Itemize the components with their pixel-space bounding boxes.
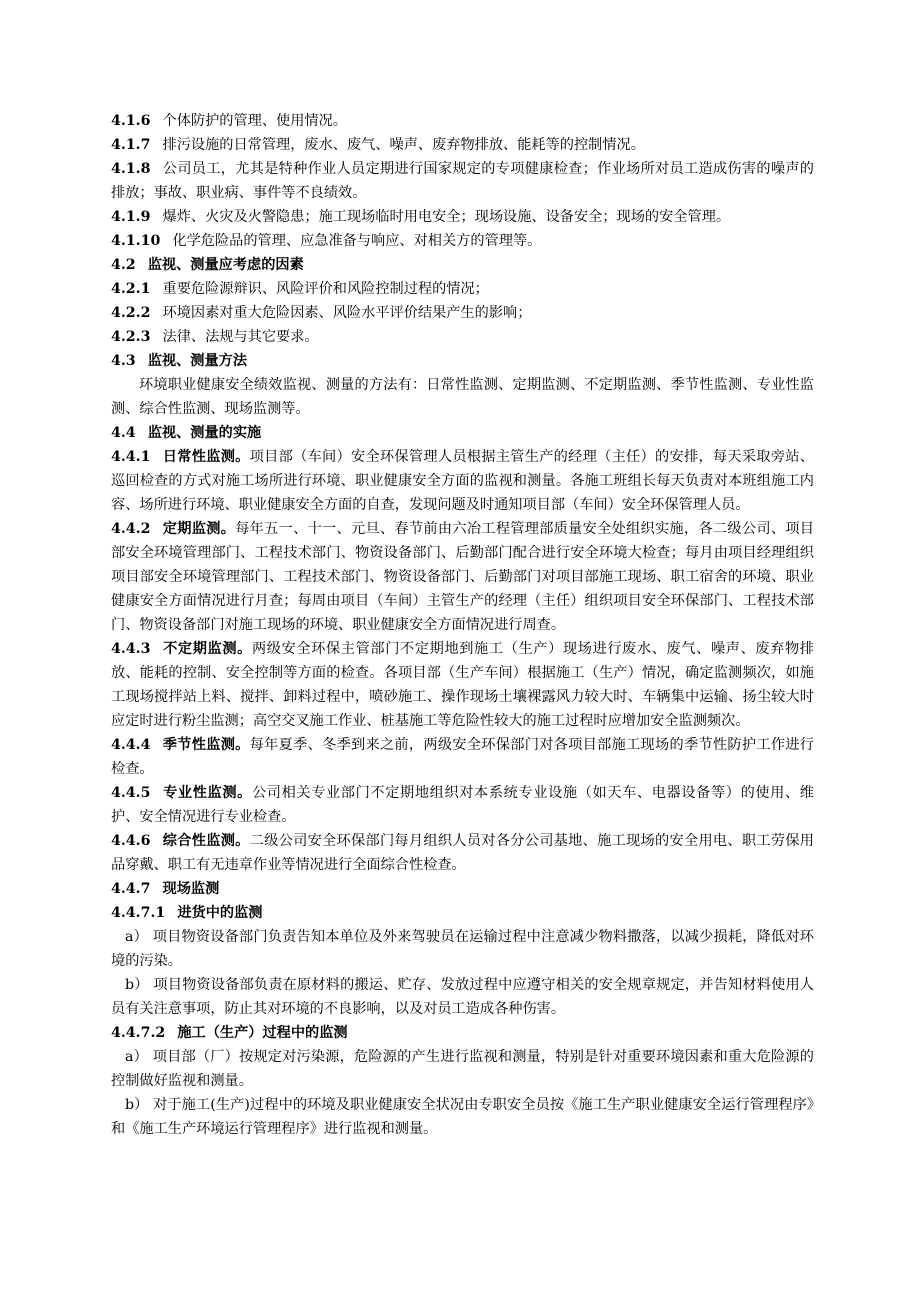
paragraph-methods: 环境职业健康安全绩效监视、测量的方法有：日常性监测、定期监测、不定期监测、季节性监测、专业性监测、综合性监测、现场监测等。 (111, 377, 814, 417)
clause-number: 4.1.7 (111, 137, 151, 153)
section-heading-4-4-7 (111, 877, 814, 901)
clause-4-4-2 (111, 517, 814, 637)
clause-number: 4.4.4 (111, 737, 151, 753)
clause-number: 4.1.10 (111, 233, 161, 249)
clause-number: 4.4.6 (111, 833, 151, 849)
list-item-a-receiving (111, 925, 814, 973)
clause-text: 环境因素对重大危险因素、风险水平评价结果产生的影响； (162, 305, 532, 321)
section-title: 监视、测量方法 (147, 353, 248, 369)
clause-text: 每年夏季、冬季到来之前，两级安全环保部门对各项目部施工现场的季节性防护工作进行检查。 (111, 737, 814, 777)
clause-text: 项目部（车间）安全环保管理人员根据主管生产的经理（主任）的安排，每天采取旁站、巡回检查的方式对施工场所进行环境、职业健康安全方面的监视和测量。各施工班组长每天负责对本班组施工内容、场所进行环境、职业健康安全方面的自查，发现问题及时通知项目部（车间）安全环保管理人员。 (111, 449, 814, 513)
clause-text: 重要危险源辩识、风险评价和风险控制过程的情况； (162, 281, 489, 297)
clause-lead: 日常性监测。 (162, 449, 250, 465)
clause-4-4-6 (111, 829, 814, 877)
clause-lead: 不定期监测。 (162, 641, 252, 657)
clause-text: 个体防护的管理、使用情况。 (162, 113, 347, 129)
clause-number: 4.2.3 (111, 329, 151, 345)
clause-text: 爆炸、火灾及火警隐患；施工现场临时用电安全；现场设施、设备安全；现场的安全管理。 (162, 209, 731, 225)
clause-4-4-5 (111, 781, 814, 829)
clause-4-2-3 (111, 325, 814, 349)
section-heading-4-3 (111, 349, 814, 373)
clause-4-1-6 (111, 109, 814, 133)
clause-4-4-4 (111, 733, 814, 781)
item-text: 对于施工(生产)过程中的环境及职业健康安全状况由专职安全员按《施工生产职业健康安全运行管理程序》和《施工生产环境运行管理程序》进行监视和测量。 (111, 1097, 814, 1137)
clause-text: 公司相关专业部门不定期地组织对本系统专业设施（如天车、电器设备等）的使用、维护、安全情况进行专业检查。 (111, 785, 814, 825)
clause-number: 4.2.2 (111, 305, 151, 321)
clause-text: 法律、法规与其它要求。 (162, 329, 319, 345)
clause-4-4-1 (111, 445, 814, 517)
section-number: 4.4 (111, 425, 136, 441)
section-number: 4.4.7 (111, 881, 151, 897)
item-marker: b） (125, 977, 149, 993)
section-title: 施工（生产）过程中的监测 (177, 1025, 348, 1041)
section-title: 进货中的监测 (177, 905, 263, 921)
item-marker: a） (125, 929, 149, 945)
clause-text: 每年五一、十一、元旦、春节前由六冶工程管理部质量安全处组织实施，各二级公司、项目部安全环境管理部门、工程技术部门、物资设备部门、后勤部门配合进行安全环境大检查；每月由项目经理组织项目部安全环境管理部门、工程技术部门、物资设备部门、后勤部门对项目部施工现场、职工宿舍的环境、职业健康安全方面情况进行月查；每周由项目（车间）主管生产的经理（主任）组织项目安全环保部门、工程技术部门、物资设备部门对施工现场的环境、职业健康安全方面情况进行周查。 (111, 521, 814, 633)
item-marker: a） (125, 1049, 149, 1065)
section-number: 4.3 (111, 353, 136, 369)
clause-number: 4.1.6 (111, 113, 151, 129)
section-title: 监视、测量的实施 (147, 425, 262, 441)
clause-4-1-10 (111, 229, 814, 253)
clause-4-4-3 (111, 637, 814, 733)
section-title: 监视、测量应考虑的因素 (147, 257, 304, 273)
section-number: 4.4.7.1 (111, 905, 166, 921)
document-body (111, 109, 814, 1141)
clause-number: 4.4.2 (111, 521, 151, 537)
clause-number: 4.4.1 (111, 449, 151, 465)
section-heading-4-4-7-2 (111, 1021, 814, 1045)
item-marker: b） (125, 1097, 149, 1113)
section-heading-4-4-7-1 (111, 901, 814, 925)
list-item-a-construction (111, 1045, 814, 1093)
list-item-b-construction (111, 1093, 814, 1141)
clause-number: 4.1.9 (111, 209, 151, 225)
item-text: 项目物资设备部门负责告知本单位及外来驾驶员在运输过程中注意减少物料撒落，以减少损耗，降低对环境的污染。 (111, 929, 814, 969)
clause-4-1-7 (111, 133, 814, 157)
clause-number: 4.4.3 (111, 641, 151, 657)
item-text: 项目部（厂）按规定对污染源，危险源的产生进行监视和测量，特别是针对重要环境因素和重大危险源的控制做好监视和测量。 (111, 1049, 814, 1089)
clause-text: 两级安全环保主管部门不定期地到施工（生产）现场进行废水、废气、噪声、废弃物排放、能耗的控制、安全控制等方面的检查。各项目部（生产车间）根据施工（生产）情况，确定监测频次，如施工现场搅拌站上料、搅拌、卸料过程中，喷砂施工、操作现场土壤裸露风力较大时、车辆集中运输、扬尘较大时应定时进行粉尘监测；高空交叉施工作业、桩基施工等危险性较大的施工过程时应增加安全监测频次。 (111, 641, 814, 729)
section-title: 现场监测 (162, 881, 220, 897)
clause-number: 4.2.1 (111, 281, 151, 297)
clause-text: 公司员工，尤其是特种作业人员定期进行国家规定的专项健康检查；作业场所对员工造成伤害的噪声的排放；事故、职业病、事件等不良绩效。 (111, 161, 814, 201)
clause-4-2-2 (111, 301, 814, 325)
clause-lead: 定期监测。 (162, 521, 236, 537)
clause-lead: 专业性监测。 (162, 785, 252, 801)
clause-text: 排污设施的日常管理，废水、废气、噪声、废弃物排放、能耗等的控制情况。 (162, 137, 645, 153)
clause-number: 4.4.5 (111, 785, 151, 801)
item-text: 项目物资设备部负责在原材料的搬运、贮存、发放过程中应遵守相关的安全规章规定，并告知材料使用人员有关注意事项，防止其对环境的不良影响，以及对员工造成各种伤害。 (111, 977, 814, 1017)
clause-text: 二级公司安全环保部门每月组织人员对各分公司基地、施工现场的安全用电、职工劳保用品穿戴、职工有无违章作业等情况进行全面综合性检查。 (111, 833, 814, 873)
list-item-b-receiving (111, 973, 814, 1021)
clause-4-1-9 (111, 205, 814, 229)
section-number: 4.2 (111, 257, 136, 273)
clause-lead: 综合性监测。 (162, 833, 250, 849)
section-number: 4.4.7.2 (111, 1025, 166, 1041)
section-heading-4-4 (111, 421, 814, 445)
clause-number: 4.1.8 (111, 161, 151, 177)
clause-lead: 季节性监测。 (162, 737, 250, 753)
clause-4-1-8 (111, 157, 814, 205)
clause-text: 化学危险品的管理、应急准备与响应、对相关方的管理等。 (172, 233, 542, 249)
clause-4-2-1 (111, 277, 814, 301)
section-heading-4-2 (111, 253, 814, 277)
